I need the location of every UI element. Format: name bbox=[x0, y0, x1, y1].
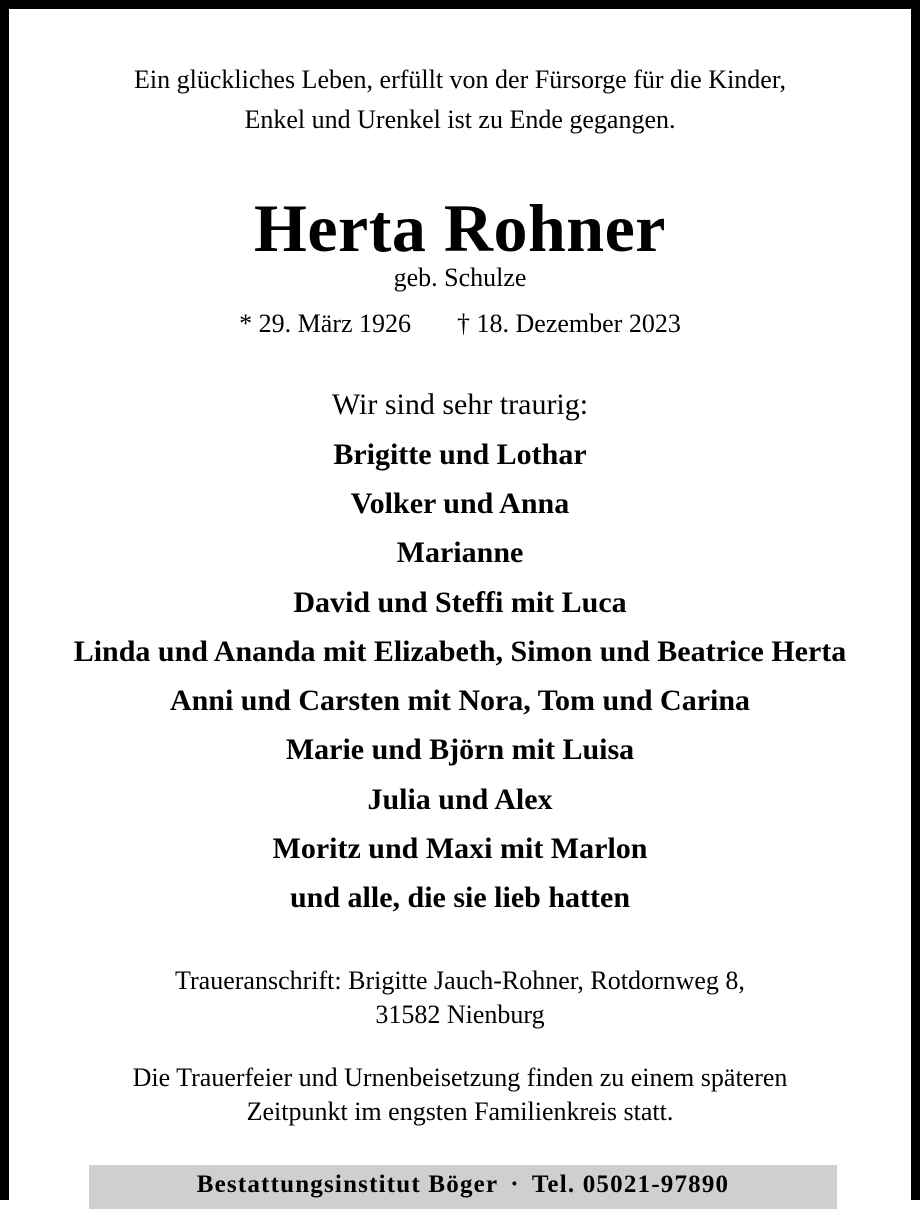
ceremony-line-1: Die Trauerfeier und Urnenbeisetzung finden zu einem späteren bbox=[132, 1063, 788, 1092]
intro-line-2: Enkel und Urenkel ist zu Ende gegangen. bbox=[244, 105, 676, 134]
maiden-name: geb. Schulze bbox=[393, 263, 527, 292]
funeral-home-phone: Tel. 05021-97890 bbox=[531, 1171, 730, 1198]
mourners-intro: Wir sind sehr traurig: bbox=[331, 388, 589, 421]
mourner-line: Linda und Ananda mit Elizabeth, Simon und Beatrice Herta bbox=[73, 635, 847, 668]
funeral-home-name: Bestattungsinstitut Böger bbox=[196, 1171, 499, 1198]
footer-separator: · bbox=[510, 1171, 520, 1198]
mourner-line: Moritz und Maxi mit Marlon bbox=[272, 832, 648, 865]
address-line-1: Traueranschrift: Brigitte Jauch-Rohner, Rotdornweg 8, bbox=[175, 966, 745, 995]
deceased-name: Herta Rohner bbox=[253, 190, 666, 266]
mourner-line: Marie und Björn mit Luisa bbox=[285, 733, 635, 766]
mourner-line: Volker und Anna bbox=[350, 487, 570, 520]
intro-line-1: Ein glückliches Leben, erfüllt von der Fürsorge für die Kinder, bbox=[134, 65, 786, 94]
address-line-2: 31582 Nienburg bbox=[375, 1000, 545, 1029]
funeral-home-footer bbox=[89, 1165, 837, 1209]
life-dates bbox=[9, 309, 911, 339]
mourner-line: Marianne bbox=[396, 536, 524, 569]
mourner-line: Brigitte und Lothar bbox=[333, 438, 587, 471]
mourner-line: David und Steffi mit Luca bbox=[293, 586, 627, 619]
death-date: † 18. Dezember 2023 bbox=[457, 309, 681, 338]
mourner-line: Julia und Alex bbox=[367, 783, 553, 816]
mourner-line: Anni und Carsten mit Nora, Tom und Carina bbox=[169, 684, 751, 717]
ceremony-line-2: Zeitpunkt im engsten Familienkreis statt. bbox=[246, 1097, 674, 1126]
mourner-line: und alle, die sie lieb hatten bbox=[289, 881, 631, 914]
birth-date: * 29. März 1926 bbox=[239, 309, 412, 338]
